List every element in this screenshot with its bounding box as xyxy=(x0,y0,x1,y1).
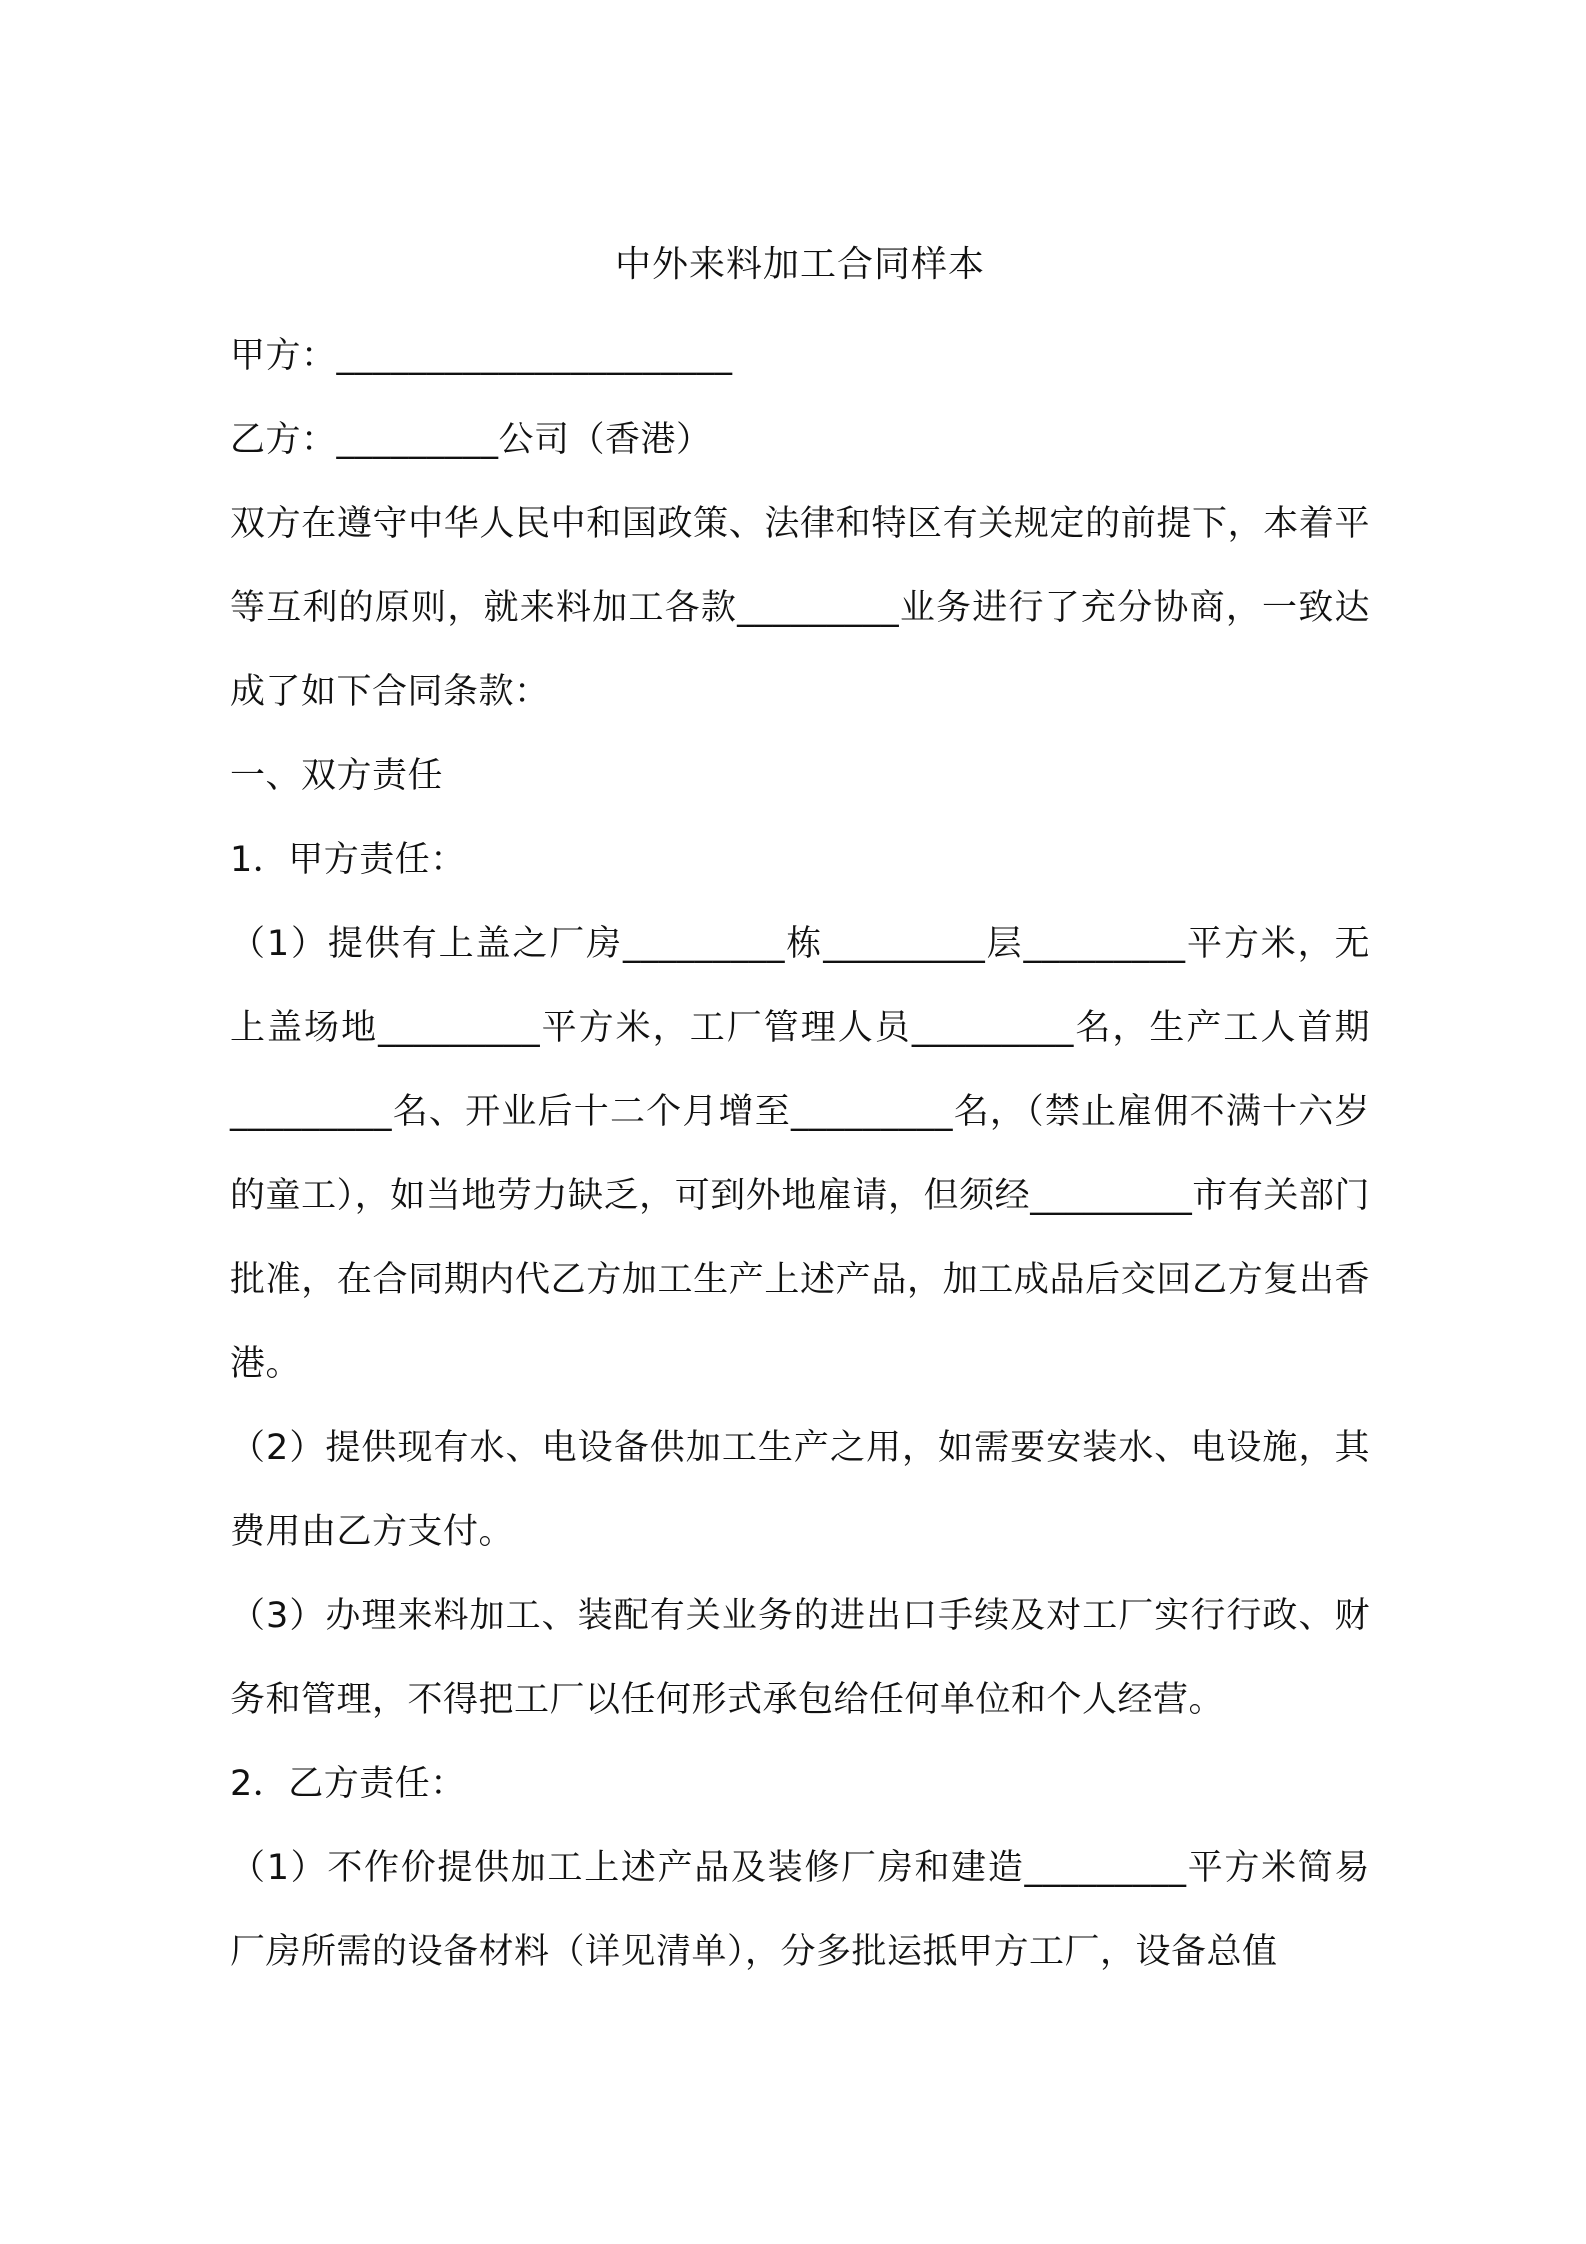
party-a-duty-2: （2）提供现有水、电设备供加工生产之用，如需要安装水、电设施，其费用由乙方支付。 xyxy=(230,1428,1370,1552)
party-a-duty-3: （3）办理来料加工、装配有关业务的进出口手续及对工厂实行行政、财务和管理，不得把工厂以任何形式承包给任何单位和个人经营。 xyxy=(230,1596,1370,1720)
intro-paragraph: 双方在遵守中华人民中和国政策、法律和特区有关规定的前提下，本着平等互利的原则，就来料加工各款_________业务进行了充分协商，一致达成了如下合同条款： xyxy=(230,504,1370,712)
party-a-duty-1: （1）提供有上盖之厂房_________栋_________层_________平方米，无上盖场地_________平方米，工厂管理人员_________名，生产工人首期_________名、开业后十二个月增至_________名，（禁止雇佣不满十六岁的童工），如当地劳力缺乏，可到外地雇请，但须经_________市有关部门批准，在合同期内代乙方加工生产上述产品，加工成品后交回乙方复出香港。 xyxy=(230,924,1370,1384)
party-b-duties-heading: 2．乙方责任： xyxy=(230,1764,466,1804)
party-b-line: 乙方：_________公司（香港） xyxy=(230,420,712,460)
document-title: 中外来料加工合同样本 xyxy=(614,244,985,285)
party-a-line: 甲方：______________________ xyxy=(230,336,733,376)
section-heading-responsibilities: 一、双方责任 xyxy=(230,756,444,796)
party-a-duties-heading: 1．甲方责任： xyxy=(230,840,466,880)
contract-body xyxy=(230,238,1370,1994)
party-b-duty-1: （1）不作价提供加工上述产品及装修厂房和建造_________平方米简易厂房所需的设备材料（详见清单），分多批运抵甲方工厂，设备总值 xyxy=(230,1848,1370,1972)
